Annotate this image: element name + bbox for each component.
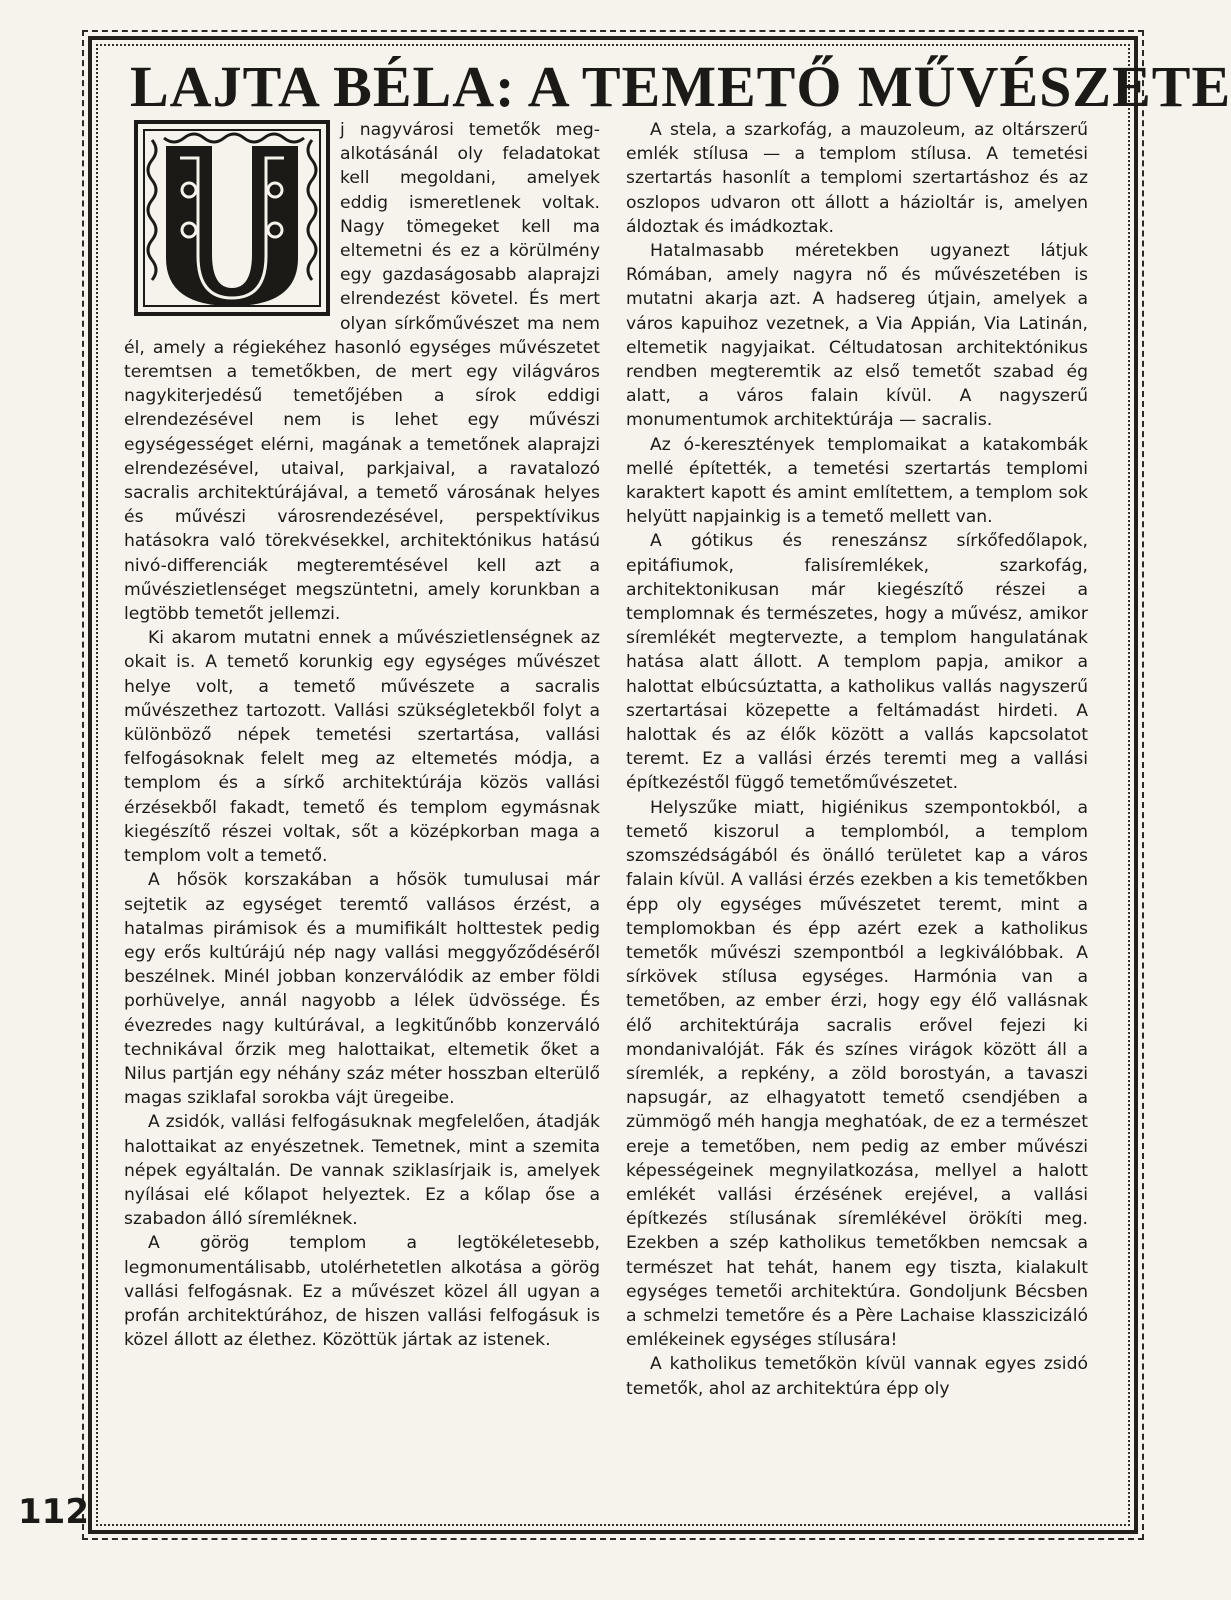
right-column xyxy=(626,118,1088,1508)
paragraph-left-5: A görög templom a legtökéletesebb, legmonumentálisabb, utolérhetetlen alkotása a görög vallási felfogásnak. Ez a művészet közel áll ugyan a profán architektúrához, de hiszen vallási felfogásuk is közel állott az élethez. Közöttük jártak az istenek. xyxy=(124,1233,600,1351)
paragraph-left-1: j nagyvárosi temetők meg-alkotásánál oly feladatokat kell megoldani, amelyek eddig ismeretlenek voltak. Nagy tömegeket kell ma eltemetni és ez a körülmény egy gazdaságosabb alaprajzi elrendezést követel. És mert olyan sírkőművészet ma nem él, amely a régiekéhez hasonló egységes művészetet teremtsen a temetőkben, de mert egy világváros nagykiterjedésű temetőjében a sírok eddigi elrendezésével nem is lehet egy művészi egységességet elérni, magának a temetőnek alaprajzi elrendezésével, utaival, parkjaival, a ravatalozó sacralis architektúrájával, a temető városának helyes és művészi városrendezésével, perspektívikus hatásokra való törekvésekkel, architektónikus hatású nivó-differenciák megteremtésével kell azt a művészietlenséget megszüntetni, amely korunkban a legtöbb temetőt jellemzi. xyxy=(124,120,600,625)
paragraph-right-5: Helyszűke miatt, higiénikus szempontokból, a temető kiszorul a templomból, a templom szomszédságából és önálló területet kap a város falain kívül. A vallási érzés ezekben a kis temetőkben épp oly egységes művészetet teremt, mint a templomokban és épp azért ezek a katholikus temetők művészi szempontból a legkiválóbbak. A sírkövek stílusa egységes. Harmónia van a temetőben, az ember érzi, hogy egy élő vallásnak élő architektúrája sacralis erővel fejezi ki mondanivalóját. Fák és színes virágok között áll a síremlék, a repkény, a zöld borostyán, a tavaszi napsugár, az elhagyatott temető csendjében a zümmögő méh hangja meghatóak, de ez a természet ereje a temetőben, nem pedig az ember művészi képességeinek megnyilatkozása, mellyel a halott emlékét vallási érzésének erejével, a vallási építkezés stílusának síremlékével örökíti meg. Ezekben a szép katholikus temetőkben nemcsak a természet hat tehát, hanem egy tiszta, kialakult egységes temetői architektúra. Gondoljunk Bécsben a schmelzi temetőre és a Père Lachaise klasszicizáló emlékeinek egységes stílusára! xyxy=(626,797,1088,1351)
paragraph-left-3: A hősök korszakában a hősök tumulusai már sejtetik az egységet teremtő vallásos érzést, a hatalmas pirámisok és a mumifikált holttestek pedig egy erős kultúrájú nép nagy vallási meggyőződéséről beszélnek. Minél jobban konzerválódik az ember földi porhüvelye, annál nagyobb a lélek üdvössége. És évezredes nagy kultúrával, a legkitűnőbb konzerváló technikával őrzik meg halottaikat, eltemetik őket a Nilus partján egy néhány száz méter hosszban elterülő magas sziklafal sorokba vájt üregeibe. xyxy=(124,870,600,1109)
paragraph-right-6: A katholikus temetőkön kívül vannak egyes zsidó temetők, ahol az architektúra épp oly xyxy=(626,1354,1088,1399)
ornamental-letter-u-icon xyxy=(134,120,330,316)
paragraph-right-2: Hatalmasabb méretekben ugyanezt látjuk Rómában, amely nagyra nő és művészetében is mutatni akarja azt. A hadsereg útjain, amelyek a város kapuihoz vezetnek, a Via Appián, Via Latinán, eltemetik nagyjaikat. Céltudatosan architektónikus rendben megteremtik az első temetőt szabad ég alatt, a város falain kívül. A nagyszerű monumentumok architektúrája — sacralis. xyxy=(626,241,1088,431)
paragraph-left-2: Ki akarom mutatni ennek a művészietlenségnek az okait is. A temető korunkig egy egységes művészet helye volt, a temető művészete a sacralis művészethez tartozott. Vallási szükségletekből folyt a különböző népek temetési szertartása, vallási felfogásoknak felelt meg az eltemetés módja, a templom és a sírkő architektúrája közös vallási érzésekből fakadt, temető és templom egymásnak kiegészítő részei voltak, sőt a középkorban maga a templom volt a temető. xyxy=(124,628,600,867)
paragraph-right-4: A gótikus és reneszánsz sírkőfedőlapok, epitáfiumok, falisíremlékek, szarkofág, architektonikusan már kiegészítő részei a templomnak és természetes, hogy a művész, amikor síremlékét megtervezte, a templom hangulatának hatása alatt állott. A templom papja, amikor a halottat elbúcsúztatta, a katholikus vallás nagyszerű szertartásai közepette a feltámadást hirdeti. A halottak és az élők között a vallás kapcsolatot teremt. Ez a vallási érzés teremti meg a vallási építkezéstől függő temetőművészetet. xyxy=(626,531,1088,794)
page-number: 112 xyxy=(18,1492,89,1532)
paragraph-right-1: A stela, a szarkofág, a mauzoleum, az oltárszerű emlék stílusa — a templom stílusa. A temetési szertartás hasonlít a templomi szertartáshoz és az oszlopos udvaron ott állott a házioltár is, amelyen áldoztak és imádkoztak. xyxy=(626,120,1088,237)
paragraph-right-3: Az ó-keresztények templomaikat a katakombák mellé építették, a temetési szertartás templomi karaktert kapott és amint említettem, a templom sok helyütt napjainkig is a temető mellett van. xyxy=(626,434,1088,528)
left-column xyxy=(124,118,600,1508)
paragraph-left-4: A zsidók, vallási felfogásuknak megfelelően, átadják halottaikat az enyészetnek. Temetnek, mint a szemita népek egyáltalán. De vannak sziklasírjaik is, amelyek nyílásai elé kőlapot helyeztek. Ez a kőlap őse a szabadon álló síremléknek. xyxy=(124,1112,600,1230)
article-title: LAJTA BÉLA: A TEMETŐ MŰVÉSZETE xyxy=(130,54,1231,119)
